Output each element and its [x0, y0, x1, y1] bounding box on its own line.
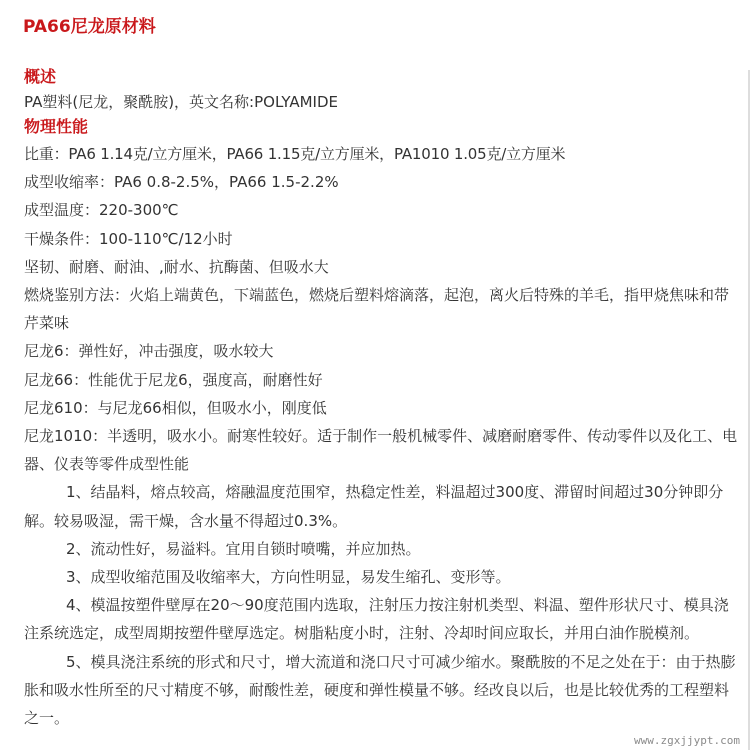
property-line: 比重：PA6 1.14克/立方厘米，PA66 1.15克/立方厘米，PA1010 1.05克/立方厘米	[24, 145, 566, 163]
molding-point: 3、成型收缩范围及收缩率大，方向性明显，易发生缩孔、变形等。	[66, 568, 511, 587]
burning-identification: 燃烧鉴别方法：火焰上端黄色，下端蓝色，燃烧后塑料熔滴落，起泡，离火后特殊的羊毛，指甲烧焦味和带芹菜味	[24, 286, 730, 333]
molding-point: 5、模具浇注系统的形式和尺寸，增大流道和浇口尺寸可减少缩水。聚酰胺的不足之处在于：由于热膨胀和吸水性所至的尺寸精度不够，耐酸性差，硬度和弹性模量不够。经改良以后，也是比较优秀的工程塑料之一。	[24, 652, 736, 728]
property-line: 成型收缩率：PA6 0.8-2.5%，PA66 1.5-2.2%	[24, 173, 339, 192]
nylon-line: 尼龙66：性能优于尼龙6，强度高，耐磨性好	[24, 370, 323, 389]
watermark: www.zgxjjypt.com	[634, 734, 740, 747]
property-line: 成型温度：220-300℃	[24, 201, 179, 220]
molding-point: 1、结晶料，熔点较高，熔融温度范围窄，热稳定性差，料温超过300度、滞留时间超过30分钟即分解。较易吸湿，需干燥，含水量不得超过0.3%。	[24, 483, 724, 530]
nylon-line: 尼龙6：弹性好，冲击强度，吸水较大	[24, 342, 274, 361]
property-line: 干燥条件：100-110℃/12小时	[24, 229, 233, 248]
overview-text: PA塑料(尼龙，聚酰胺)，英文名称:POLYAMIDE	[24, 93, 338, 111]
article-body	[24, 64, 740, 732]
molding-point: 2、流动性好，易溢料。宜用自锁时喷嘴，并应加热。	[66, 539, 421, 558]
molding-point: 4、模温按塑件壁厚在20～90度范围内选取，注射压力按注射机类型、料温、塑件形状尺寸、模具浇注系统选定，成型周期按塑件壁厚选定。树脂粘度小时，注射、冷却时间应取长，并用白油作脱模剂。	[24, 596, 729, 643]
section-heading-overview: 概述	[24, 67, 57, 86]
page-title: PA66尼龙原材料	[23, 17, 156, 37]
nylon-line: 尼龙610：与尼龙66相似，但吸水小，刚度低	[24, 398, 327, 417]
nylon1010-paragraph: 尼龙1010：半透明，吸水小。耐寒性较好。适于制作一般机械零件、减磨耐磨零件、传动零件以及化工、电器、仪表等零件成型性能	[24, 427, 738, 474]
property-line: 坚韧、耐磨、耐油、,耐水、抗酶菌、但吸水大	[24, 257, 329, 276]
section-heading-properties: 物理性能	[24, 117, 89, 136]
